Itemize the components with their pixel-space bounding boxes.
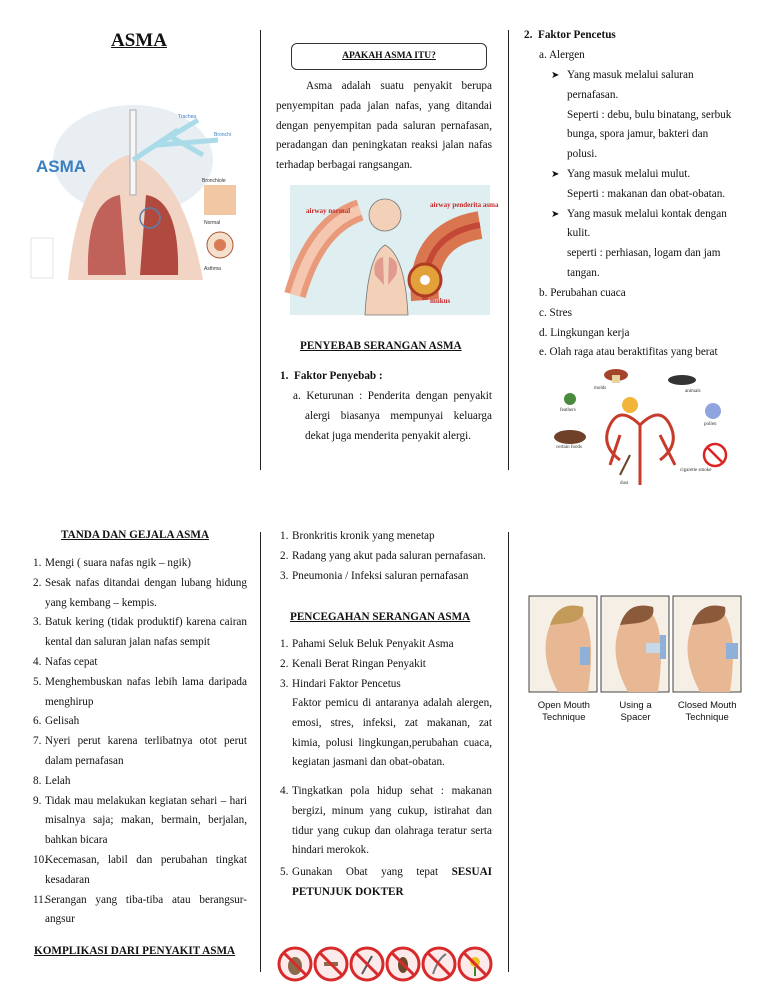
list-item: 7. Nyeri perut karena terlibatnya otot perut dalam pernafasan [33,735,247,767]
allergen-item: ➤ Yang masuk melalui kontak dengan kulit. seperti : perhiasan, logam dan jam tangan. [551,205,741,284]
list-item: 1. Pahami Seluk Beluk Penyakit Asma [280,638,454,650]
svg-text:mukus: mukus [430,297,451,305]
signs-heading: TANDA DAN GEJALA ASMA [61,529,210,541]
technique-caption: Open Mouth Technique [537,700,590,723]
list-item: 4. Tingkatkan pola hidup sehat : makanan bergizi, minum yang cukup, istirahat dan tidur yang cukup dan olahraga teratur serta hindari merokok. [280,785,492,857]
list-item: 10. Kecemasan, labil dan perubahan tingkat kesadaran [33,853,247,886]
no-flowers-icon [459,948,491,980]
column-divider-4 [508,532,509,972]
page-title: ASMA [111,30,167,51]
arrow-bullet-icon: ➤ [551,208,560,220]
svg-text:certain foods: certain foods [556,445,582,450]
column-divider-2 [508,30,509,470]
list-item: 4. Nafas cepat [33,655,98,668]
list-item: 2. Kenali Berat Ringan Penyakit [280,657,426,670]
svg-text:airway normal: airway normal [306,207,351,215]
list-item: 6. Gelisah [33,715,80,728]
svg-text:molds: molds [594,386,607,391]
prohibition-icons [278,934,496,1002]
prevention-heading: PENCEGAHAN SERANGAN ASMA [290,611,471,623]
no-animals-icon [279,948,311,980]
svg-text:Bronchi: Bronchi [214,132,231,138]
list-item: 3. Hindari Faktor Pencetus [280,677,401,690]
no-feathers-icon [423,948,455,980]
list-item: 5. Menghembuskan nafas lebih lama daripada menghirup [33,675,247,708]
arrow-bullet-icon: ➤ [551,168,560,180]
no-insects-icon [387,948,419,980]
svg-text:dust: dust [620,481,629,486]
no-dust-icon [351,948,383,980]
triggers-illustration [550,365,735,485]
other-triggers [539,284,749,363]
list-item: 3. Pneumonia / Infeksi saluran pernafasan [280,569,469,582]
svg-text:airway penderita asma: airway penderita asma [430,201,499,209]
no-smoking-icon [315,948,347,980]
allergen-list [551,66,741,284]
svg-text:Bronchiole: Bronchiole [202,178,226,184]
complications-list [280,527,500,586]
list-item: 1. Bronkritis kronik yang menetap [280,530,435,542]
prevention-list-cont [280,782,492,903]
list-item: 2. Radang yang akut pada saluran pernafasan. [280,549,486,562]
list-item: 8. Lelah [33,774,71,787]
svg-text:Trachea: Trachea [178,114,197,120]
cause-factor-title: 1. Faktor Penyebab : [280,370,383,382]
allergen-item: ➤ Yang masuk melalui mulut. Seperti : makanan dan obat-obatan. [551,165,741,205]
trigger-item: e. Olah raga atau beraktifitas yang berat [539,346,718,359]
svg-text:Normal: Normal [204,220,221,226]
svg-text:pollen: pollen [704,422,717,427]
svg-text:Asthma: Asthma [204,266,221,272]
technique-caption: Using a Spacer [619,700,652,723]
column-divider-3 [260,532,261,972]
svg-text:feathers: feathers [560,408,576,413]
signs-list [33,554,247,930]
trigger-title: 2. Faktor Pencetus [524,29,616,41]
allergen-item: ➤ Yang masuk melalui saluran pernafasan. Seperti : debu, bulu binatang, serbuk bunga, spora jamur, bakteri dan polusi. [551,66,741,165]
technique-panel [529,596,597,692]
svg-text:animals: animals [685,389,701,394]
technique-panel [601,596,669,692]
list-item: 11. Serangan yang tiba-tiba atau berangsur-angsur [33,893,247,926]
list-item: 3. Batuk kering (tidak produktif) karena cairan kental dan saluran jalan nafas sempit [33,616,247,649]
complications-heading: KOMPLIKASI DARI PENYAKIT ASMA [34,945,236,957]
cause-heredity: a. Keturunan : Penderita dengan penyakit alergi biasanya mempunyai keluarga dekat juga menderita penyakit alergi. [293,390,492,442]
trigger-item: c. Stres [539,306,572,319]
cause-heading: PENYEBAB SERANGAN ASMA [300,340,462,352]
box-title: APAKAH ASMA ITU? [342,51,436,61]
svg-text:cigarette smoke: cigarette smoke [680,468,712,473]
list-item: 5. Gunakan Obat yang tepat SESUAI PETUNJUK DOKTER [280,866,492,898]
definition-paragraph: Asma adalah suatu penyakit berupa penyempitan pada jalan nafas, yang ditandai dengan penyempitan pada saluran pernafasan, peradangan dan peningkatan reaksi jalan nafas terhadap berbagai rangsangan. [276,80,492,172]
list-item: 1. Mengi ( suara nafas ngik – ngik) [33,557,192,569]
illustration-title: ASMA [36,157,87,176]
what-is-asthma-box [291,43,487,70]
trigger-item: d. Lingkungan kerja [539,326,630,339]
technique-panel [673,596,741,692]
prevention-note: Faktor pemicu di antaranya adalah alergen, emosi, stres, infeksi, zat makanan, zat kimia, polusi lingkungan,perubahan cuaca, kegiatan jasmani dan obat-obatan. [292,697,492,769]
column-divider-1 [260,30,261,470]
list-item: 2. Sesak nafas ditandai dengan lubang hidung yang kembang – kempis. [33,576,247,609]
technique-caption: Closed Mouth Technique [677,700,737,723]
arrow-bullet-icon: ➤ [551,70,560,81]
lungs-illustration [28,100,242,290]
prevention-list [280,635,492,694]
inhaler-technique-illustration [528,595,743,723]
list-item: 9. Tidak mau melakukan kegiatan sehari – hari misalnya saja; makan, bermain, berjalan, bahkan bicara [33,794,247,847]
allergen-label: a. Alergen [539,49,585,61]
trigger-item: b. Perubahan cuaca [539,287,626,299]
airway-illustration [290,185,499,315]
